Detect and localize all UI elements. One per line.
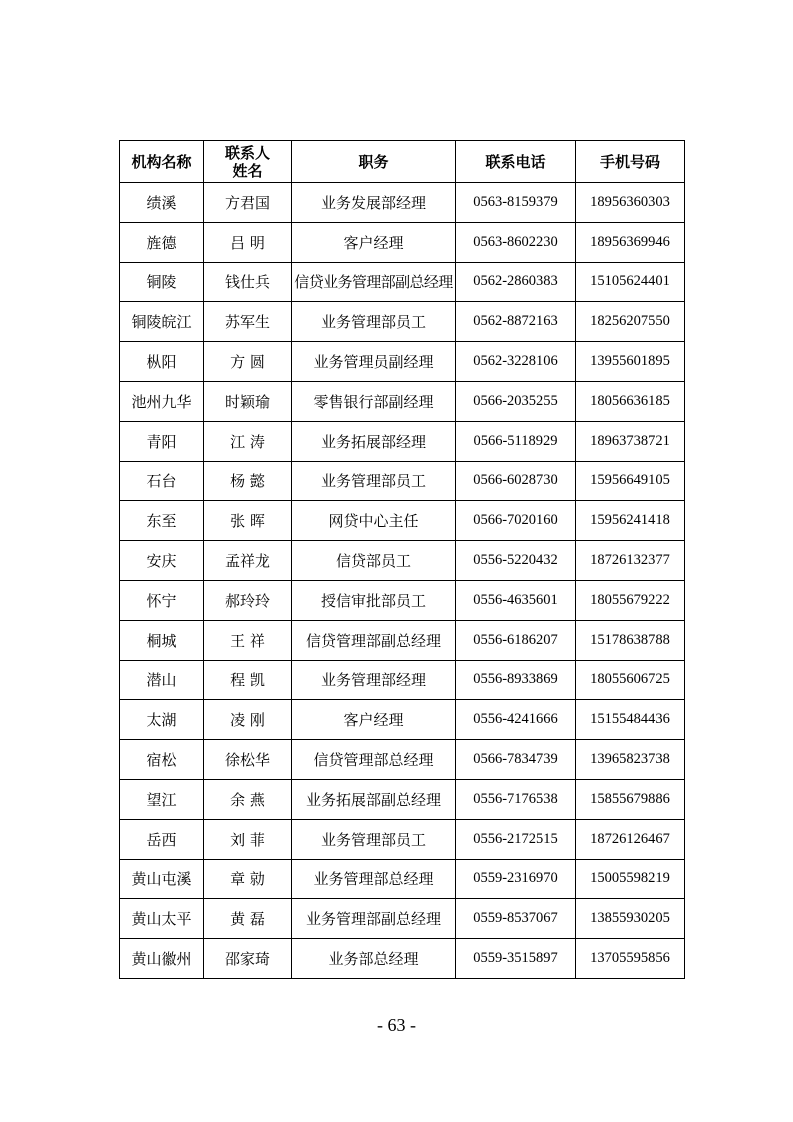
header-org: 机构名称	[120, 141, 204, 183]
table-row	[120, 700, 685, 740]
cell-org: 旌德	[120, 222, 204, 262]
cell-org: 枞阳	[120, 342, 204, 382]
cell-contact: 张 晖	[204, 501, 292, 541]
cell-phone: 0566-7020160	[456, 501, 576, 541]
table-row	[120, 939, 685, 979]
cell-phone: 0563-8602230	[456, 222, 576, 262]
cell-phone: 0556-4241666	[456, 700, 576, 740]
cell-org: 潜山	[120, 660, 204, 700]
cell-mobile: 18056636185	[576, 381, 685, 421]
cell-org: 黄山太平	[120, 899, 204, 939]
cell-position: 业务管理部经理	[292, 660, 456, 700]
table-body	[120, 183, 685, 979]
cell-phone: 0562-3228106	[456, 342, 576, 382]
cell-org: 望江	[120, 779, 204, 819]
cell-mobile: 18726126467	[576, 819, 685, 859]
cell-phone: 0559-2316970	[456, 859, 576, 899]
table-row	[120, 461, 685, 501]
table-row	[120, 779, 685, 819]
cell-mobile: 18256207550	[576, 302, 685, 342]
table-row	[120, 620, 685, 660]
cell-position: 业务管理部员工	[292, 302, 456, 342]
cell-mobile: 13705595856	[576, 939, 685, 979]
cell-contact: 郝玲玲	[204, 580, 292, 620]
table-header-row	[120, 141, 685, 183]
cell-position: 业务管理部员工	[292, 461, 456, 501]
cell-position: 客户经理	[292, 700, 456, 740]
cell-mobile: 15005598219	[576, 859, 685, 899]
header-contact-label: 联系人姓名	[224, 143, 270, 180]
cell-phone: 0556-7176538	[456, 779, 576, 819]
cell-position: 信贷部员工	[292, 541, 456, 581]
cell-position: 信贷管理部副总经理	[292, 620, 456, 660]
cell-org: 池州九华	[120, 381, 204, 421]
contacts-table	[119, 140, 685, 979]
cell-org: 铜陵	[120, 262, 204, 302]
cell-contact: 邵家琦	[204, 939, 292, 979]
cell-position: 零售银行部副经理	[292, 381, 456, 421]
cell-contact: 徐松华	[204, 740, 292, 780]
cell-phone: 0566-7834739	[456, 740, 576, 780]
cell-phone: 0556-2172515	[456, 819, 576, 859]
cell-mobile: 15855679886	[576, 779, 685, 819]
table-row	[120, 381, 685, 421]
cell-contact: 方君国	[204, 183, 292, 223]
cell-position: 业务管理员副经理	[292, 342, 456, 382]
cell-contact: 凌 刚	[204, 700, 292, 740]
header-phone: 联系电话	[456, 141, 576, 183]
cell-position: 业务部总经理	[292, 939, 456, 979]
table-row	[120, 262, 685, 302]
cell-position: 业务拓展部经理	[292, 421, 456, 461]
table-row	[120, 421, 685, 461]
page-number: - 63 -	[377, 1015, 416, 1035]
cell-mobile: 15155484436	[576, 700, 685, 740]
cell-mobile: 18963738721	[576, 421, 685, 461]
cell-phone: 0559-3515897	[456, 939, 576, 979]
cell-phone: 0562-2860383	[456, 262, 576, 302]
cell-org: 怀宁	[120, 580, 204, 620]
table-row	[120, 302, 685, 342]
cell-mobile: 18956360303	[576, 183, 685, 223]
cell-org: 岳西	[120, 819, 204, 859]
cell-position: 客户经理	[292, 222, 456, 262]
cell-contact: 黄 磊	[204, 899, 292, 939]
table-row	[120, 580, 685, 620]
cell-mobile: 15956241418	[576, 501, 685, 541]
cell-mobile: 15178638788	[576, 620, 685, 660]
table-row	[120, 740, 685, 780]
cell-org: 石台	[120, 461, 204, 501]
cell-position: 网贷中心主任	[292, 501, 456, 541]
cell-phone: 0566-2035255	[456, 381, 576, 421]
cell-mobile: 15105624401	[576, 262, 685, 302]
cell-position: 业务发展部经理	[292, 183, 456, 223]
cell-mobile: 18956369946	[576, 222, 685, 262]
table-row	[120, 819, 685, 859]
header-mobile: 手机号码	[576, 141, 685, 183]
table-row	[120, 660, 685, 700]
cell-position: 业务拓展部副总经理	[292, 779, 456, 819]
cell-position: 信贷业务管理部副总经理	[292, 262, 456, 302]
cell-contact: 钱仕兵	[204, 262, 292, 302]
table-row	[120, 342, 685, 382]
cell-org: 安庆	[120, 541, 204, 581]
cell-phone: 0556-6186207	[456, 620, 576, 660]
cell-mobile: 18726132377	[576, 541, 685, 581]
cell-position: 业务管理部副总经理	[292, 899, 456, 939]
cell-phone: 0566-5118929	[456, 421, 576, 461]
cell-contact: 孟祥龙	[204, 541, 292, 581]
cell-org: 绩溪	[120, 183, 204, 223]
cell-mobile: 13955601895	[576, 342, 685, 382]
cell-contact: 程 凯	[204, 660, 292, 700]
cell-mobile: 13965823738	[576, 740, 685, 780]
cell-phone: 0562-8872163	[456, 302, 576, 342]
cell-mobile: 15956649105	[576, 461, 685, 501]
cell-mobile: 13855930205	[576, 899, 685, 939]
cell-mobile: 18055606725	[576, 660, 685, 700]
cell-phone: 0559-8537067	[456, 899, 576, 939]
cell-org: 东至	[120, 501, 204, 541]
cell-phone: 0556-4635601	[456, 580, 576, 620]
cell-position: 授信审批部员工	[292, 580, 456, 620]
cell-contact: 章 勍	[204, 859, 292, 899]
table-row	[120, 222, 685, 262]
cell-org: 太湖	[120, 700, 204, 740]
cell-org: 青阳	[120, 421, 204, 461]
cell-position: 信贷管理部总经理	[292, 740, 456, 780]
cell-contact: 时颖瑜	[204, 381, 292, 421]
cell-position: 业务管理部总经理	[292, 859, 456, 899]
header-contact	[204, 141, 292, 183]
table-row	[120, 541, 685, 581]
table-row	[120, 183, 685, 223]
cell-contact: 刘 菲	[204, 819, 292, 859]
cell-org: 黄山徽州	[120, 939, 204, 979]
cell-contact: 方 圆	[204, 342, 292, 382]
header-position: 职务	[292, 141, 456, 183]
cell-position: 业务管理部员工	[292, 819, 456, 859]
cell-contact: 余 燕	[204, 779, 292, 819]
cell-phone: 0563-8159379	[456, 183, 576, 223]
table-row	[120, 501, 685, 541]
cell-org: 黄山屯溪	[120, 859, 204, 899]
cell-phone: 0556-8933869	[456, 660, 576, 700]
cell-phone: 0556-5220432	[456, 541, 576, 581]
cell-org: 桐城	[120, 620, 204, 660]
cell-org: 铜陵皖江	[120, 302, 204, 342]
cell-phone: 0566-6028730	[456, 461, 576, 501]
cell-contact: 苏军生	[204, 302, 292, 342]
cell-contact: 杨 懿	[204, 461, 292, 501]
table-row	[120, 859, 685, 899]
cell-contact: 王 祥	[204, 620, 292, 660]
table-row	[120, 899, 685, 939]
cell-org: 宿松	[120, 740, 204, 780]
cell-contact: 吕 明	[204, 222, 292, 262]
cell-contact: 江 涛	[204, 421, 292, 461]
cell-mobile: 18055679222	[576, 580, 685, 620]
